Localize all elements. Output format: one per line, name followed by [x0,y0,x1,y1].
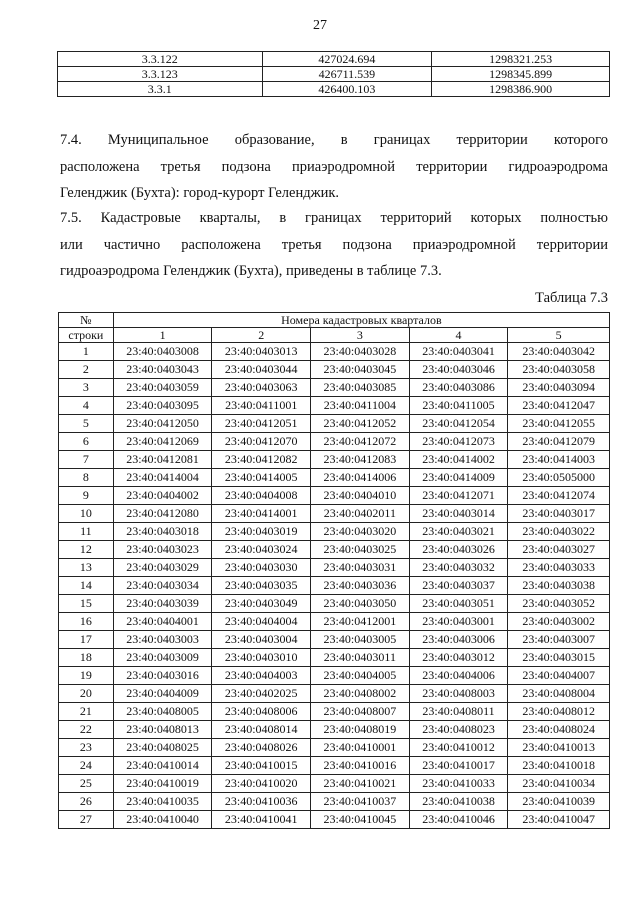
row-number: 20 [59,685,114,703]
table-cell: 23:40:0412082 [212,451,311,469]
table-cell: 23:40:0414003 [508,451,610,469]
table-cell: 23:40:0403003 [113,631,212,649]
table-cell: 23:40:0403010 [212,649,311,667]
table-cell: 23:40:0411004 [311,397,410,415]
table-cell: 23:40:0403085 [311,379,410,397]
table-cell: 23:40:0410037 [311,793,410,811]
row-number: 19 [59,667,114,685]
table-cell: 23:40:0408023 [409,721,508,739]
row-number: 8 [59,469,114,487]
header-num: № [59,313,114,328]
table-cell: 23:40:0412051 [212,415,311,433]
table-cell: 23:40:0403027 [508,541,610,559]
column-number: 2 [212,328,311,343]
table-row [59,541,610,559]
table-row [59,721,610,739]
table-row [59,649,610,667]
table-cell: 23:40:0408024 [508,721,610,739]
table-header-row [59,328,610,343]
table-cell: 23:40:0410039 [508,793,610,811]
table-cell: 23:40:0403021 [409,523,508,541]
table-cell: 23:40:0403011 [311,649,410,667]
table-cell: 23:40:0403046 [409,361,508,379]
table-cell: 23:40:0403031 [311,559,410,577]
row-number: 2 [59,361,114,379]
table-cell: 23:40:0403034 [113,577,212,595]
table-cell: 23:40:0410045 [311,811,410,829]
column-number: 3 [311,328,410,343]
row-number: 21 [59,703,114,721]
table-row [59,631,610,649]
table-cell: 23:40:0412071 [409,487,508,505]
table-cell: 23:40:0412055 [508,415,610,433]
table-cell: 23:40:0410041 [212,811,311,829]
table-cell: 426400.103 [262,82,432,97]
table-row [59,703,610,721]
table-cell: 23:40:0403043 [113,361,212,379]
table-row [59,433,610,451]
table-cell: 23:40:0403022 [508,523,610,541]
table-cell: 3.3.1 [58,82,263,97]
table-cell: 23:40:0414009 [409,469,508,487]
paragraph-line: или частично расположена третья подзона приаэродромной территории [60,236,608,253]
table-cell: 23:40:0404008 [212,487,311,505]
table-cell: 23:40:0408007 [311,703,410,721]
table-row [59,523,610,541]
table-cell: 23:40:0410036 [212,793,311,811]
table-cell: 23:40:0408026 [212,739,311,757]
table-cell: 23:40:0410040 [113,811,212,829]
table-row [58,82,610,97]
table-cell: 23:40:0414005 [212,469,311,487]
row-number: 1 [59,343,114,361]
table-cell: 23:40:0404009 [113,685,212,703]
table-row [59,415,610,433]
table-cell: 23:40:0404001 [113,613,212,631]
table-row [59,451,610,469]
row-number: 6 [59,433,114,451]
column-number: 4 [409,328,508,343]
table-cell: 23:40:0412070 [212,433,311,451]
table-cell: 23:40:0403035 [212,577,311,595]
table-caption: Таблица 7.3 [535,290,608,306]
table-cell: 23:40:0410016 [311,757,410,775]
table-cell: 23:40:0403036 [311,577,410,595]
table-cell: 23:40:0402011 [311,505,410,523]
column-number: 5 [508,328,610,343]
table-cell: 23:40:0414002 [409,451,508,469]
row-number: 23 [59,739,114,757]
table-cell: 23:40:0412047 [508,397,610,415]
table-cell: 23:40:0403009 [113,649,212,667]
table-row [58,52,610,67]
table-cell: 23:40:0410033 [409,775,508,793]
table-cell: 23:40:0410019 [113,775,212,793]
table-row [59,505,610,523]
row-number: 10 [59,505,114,523]
row-number: 22 [59,721,114,739]
table-cell: 23:40:0408013 [113,721,212,739]
table-cell: 23:40:0403059 [113,379,212,397]
table-cell: 3.3.123 [58,67,263,82]
table-cell: 23:40:0403018 [113,523,212,541]
table-row [59,379,610,397]
row-number: 3 [59,379,114,397]
table-row [59,469,610,487]
table-cell: 23:40:0408006 [212,703,311,721]
row-number: 9 [59,487,114,505]
table-cell: 23:40:0403095 [113,397,212,415]
table-cell: 23:40:0403017 [508,505,610,523]
table-cell: 23:40:0412001 [311,613,410,631]
table-cell: 23:40:0403042 [508,343,610,361]
table-cell: 23:40:0408019 [311,721,410,739]
table-cell: 23:40:0404007 [508,667,610,685]
row-number: 12 [59,541,114,559]
table-cell: 23:40:0403037 [409,577,508,595]
table-cell: 23:40:0403026 [409,541,508,559]
column-number: 1 [113,328,212,343]
row-number: 17 [59,631,114,649]
table-cell: 1298345.899 [432,67,610,82]
table-cell: 23:40:0410012 [409,739,508,757]
table-row [59,361,610,379]
table-cell: 23:40:0403004 [212,631,311,649]
row-number: 11 [59,523,114,541]
table-cell: 23:40:0410021 [311,775,410,793]
table-cell: 23:40:0403049 [212,595,311,613]
table-cell: 23:40:0403028 [311,343,410,361]
table-row [59,685,610,703]
table-row [59,595,610,613]
table-cell: 23:40:0410035 [113,793,212,811]
table-cell: 23:40:0412080 [113,505,212,523]
table-cell: 23:40:0403020 [311,523,410,541]
table-cell: 23:40:0412069 [113,433,212,451]
table-cell: 23:40:0402025 [212,685,311,703]
table-row [59,397,610,415]
row-number: 14 [59,577,114,595]
row-number: 25 [59,775,114,793]
page-number: 27 [313,18,327,33]
table-cell: 23:40:0403045 [311,361,410,379]
table-cell: 23:40:0403014 [409,505,508,523]
table-cell: 23:40:0408002 [311,685,410,703]
table-cell: 23:40:0403012 [409,649,508,667]
table-cell: 23:40:0403023 [113,541,212,559]
table-cell: 23:40:0403052 [508,595,610,613]
table-cell: 23:40:0410047 [508,811,610,829]
table-cell: 23:40:0403032 [409,559,508,577]
table-cell: 23:40:0403001 [409,613,508,631]
table-cell: 23:40:0403024 [212,541,311,559]
table-cell: 23:40:0412050 [113,415,212,433]
table-row [59,739,610,757]
table-header-row [59,313,610,328]
row-number: 7 [59,451,114,469]
table-row [59,487,610,505]
row-number: 15 [59,595,114,613]
table-cell: 23:40:0412074 [508,487,610,505]
table-cell: 23:40:0403030 [212,559,311,577]
table-cell: 23:40:0403038 [508,577,610,595]
coordinates-table [57,51,610,97]
table-cell: 23:40:0410014 [113,757,212,775]
table-cell: 23:40:0403016 [113,667,212,685]
table-cell: 23:40:0403025 [311,541,410,559]
table-cell: 427024.694 [262,52,432,67]
table-cell: 23:40:0505000 [508,469,610,487]
table-cell: 23:40:0408005 [113,703,212,721]
table-cell: 23:40:0403094 [508,379,610,397]
header-num-label: строки [59,328,114,343]
table-cell: 23:40:0404003 [212,667,311,685]
table-cell: 23:40:0410015 [212,757,311,775]
row-number: 26 [59,793,114,811]
table-row [59,811,610,829]
row-number: 27 [59,811,114,829]
table-cell: 23:40:0412083 [311,451,410,469]
table-cell: 23:40:0411001 [212,397,311,415]
paragraph-7-4 [60,127,608,207]
table-cell: 23:40:0404005 [311,667,410,685]
table-cell: 23:40:0414001 [212,505,311,523]
row-number: 18 [59,649,114,667]
table-cell: 23:40:0408004 [508,685,610,703]
table-cell: 23:40:0403015 [508,649,610,667]
table-cell: 23:40:0403063 [212,379,311,397]
table-cell: 23:40:0410020 [212,775,311,793]
table-cell: 23:40:0410038 [409,793,508,811]
table-cell: 23:40:0408003 [409,685,508,703]
header-group: Номера кадастровых кварталов [113,313,609,328]
table-cell: 23:40:0403058 [508,361,610,379]
table-cell: 23:40:0412054 [409,415,508,433]
paragraph-line: гидроаэродрома Геленджик (Бухта), приведены в таблице 7.3. [60,263,442,279]
cadastral-quarters-table [58,312,610,829]
table-cell: 23:40:0408025 [113,739,212,757]
table-row [59,343,610,361]
paragraph-line: 7.5. Кадастровые кварталы, в границах территорий которых полностью [60,210,608,226]
table-cell: 426711.539 [262,67,432,82]
row-number: 4 [59,397,114,415]
table-cell: 1298386.900 [432,82,610,97]
table-cell: 23:40:0404002 [113,487,212,505]
table-cell: 23:40:0410034 [508,775,610,793]
table-cell: 23:40:0403008 [113,343,212,361]
table-cell: 1298321.253 [432,52,610,67]
table-cell: 23:40:0414006 [311,469,410,487]
table-cell: 23:40:0403033 [508,559,610,577]
row-number: 13 [59,559,114,577]
table-cell: 23:40:0408011 [409,703,508,721]
table-row [59,559,610,577]
table-cell: 23:40:0403044 [212,361,311,379]
table-cell: 23:40:0411005 [409,397,508,415]
table-row [59,613,610,631]
row-number: 16 [59,613,114,631]
table-cell: 23:40:0408014 [212,721,311,739]
table-cell: 23:40:0404010 [311,487,410,505]
table-row [58,67,610,82]
table-cell: 23:40:0403007 [508,631,610,649]
table-cell: 23:40:0403039 [113,595,212,613]
table-cell: 23:40:0403050 [311,595,410,613]
table-row [59,793,610,811]
table-cell: 23:40:0403019 [212,523,311,541]
table-cell: 23:40:0410001 [311,739,410,757]
table-cell: 23:40:0404004 [212,613,311,631]
table-cell: 23:40:0408012 [508,703,610,721]
paragraph-line: расположена третья подзона приаэродромной территории гидроаэродрома [60,158,608,175]
table-cell: 23:40:0403086 [409,379,508,397]
table-row [59,775,610,793]
row-number: 24 [59,757,114,775]
table-cell: 23:40:0412072 [311,433,410,451]
paragraph-line: Геленджик (Бухта): город-курорт Геленджик. [60,185,340,201]
table-cell: 3.3.122 [58,52,263,67]
table-cell: 23:40:0412073 [409,433,508,451]
row-number: 5 [59,415,114,433]
table-cell: 23:40:0410017 [409,757,508,775]
table-cell: 23:40:0412052 [311,415,410,433]
table-cell: 23:40:0410013 [508,739,610,757]
table-cell: 23:40:0403005 [311,631,410,649]
table-cell: 23:40:0410046 [409,811,508,829]
table-cell: 23:40:0403006 [409,631,508,649]
table-row [59,577,610,595]
table-cell: 23:40:0403002 [508,613,610,631]
table-row [59,667,610,685]
table-cell: 23:40:0403051 [409,595,508,613]
table-cell: 23:40:0403041 [409,343,508,361]
table-cell: 23:40:0410018 [508,757,610,775]
paragraph-7-5 [60,205,608,285]
table-cell: 23:40:0404006 [409,667,508,685]
table-cell: 23:40:0412081 [113,451,212,469]
table-cell: 23:40:0414004 [113,469,212,487]
paragraph-line: 7.4. Муниципальное образование, в границах территории которого [60,132,608,148]
table-cell: 23:40:0403029 [113,559,212,577]
table-cell: 23:40:0412079 [508,433,610,451]
table-row [59,757,610,775]
table-cell: 23:40:0403013 [212,343,311,361]
